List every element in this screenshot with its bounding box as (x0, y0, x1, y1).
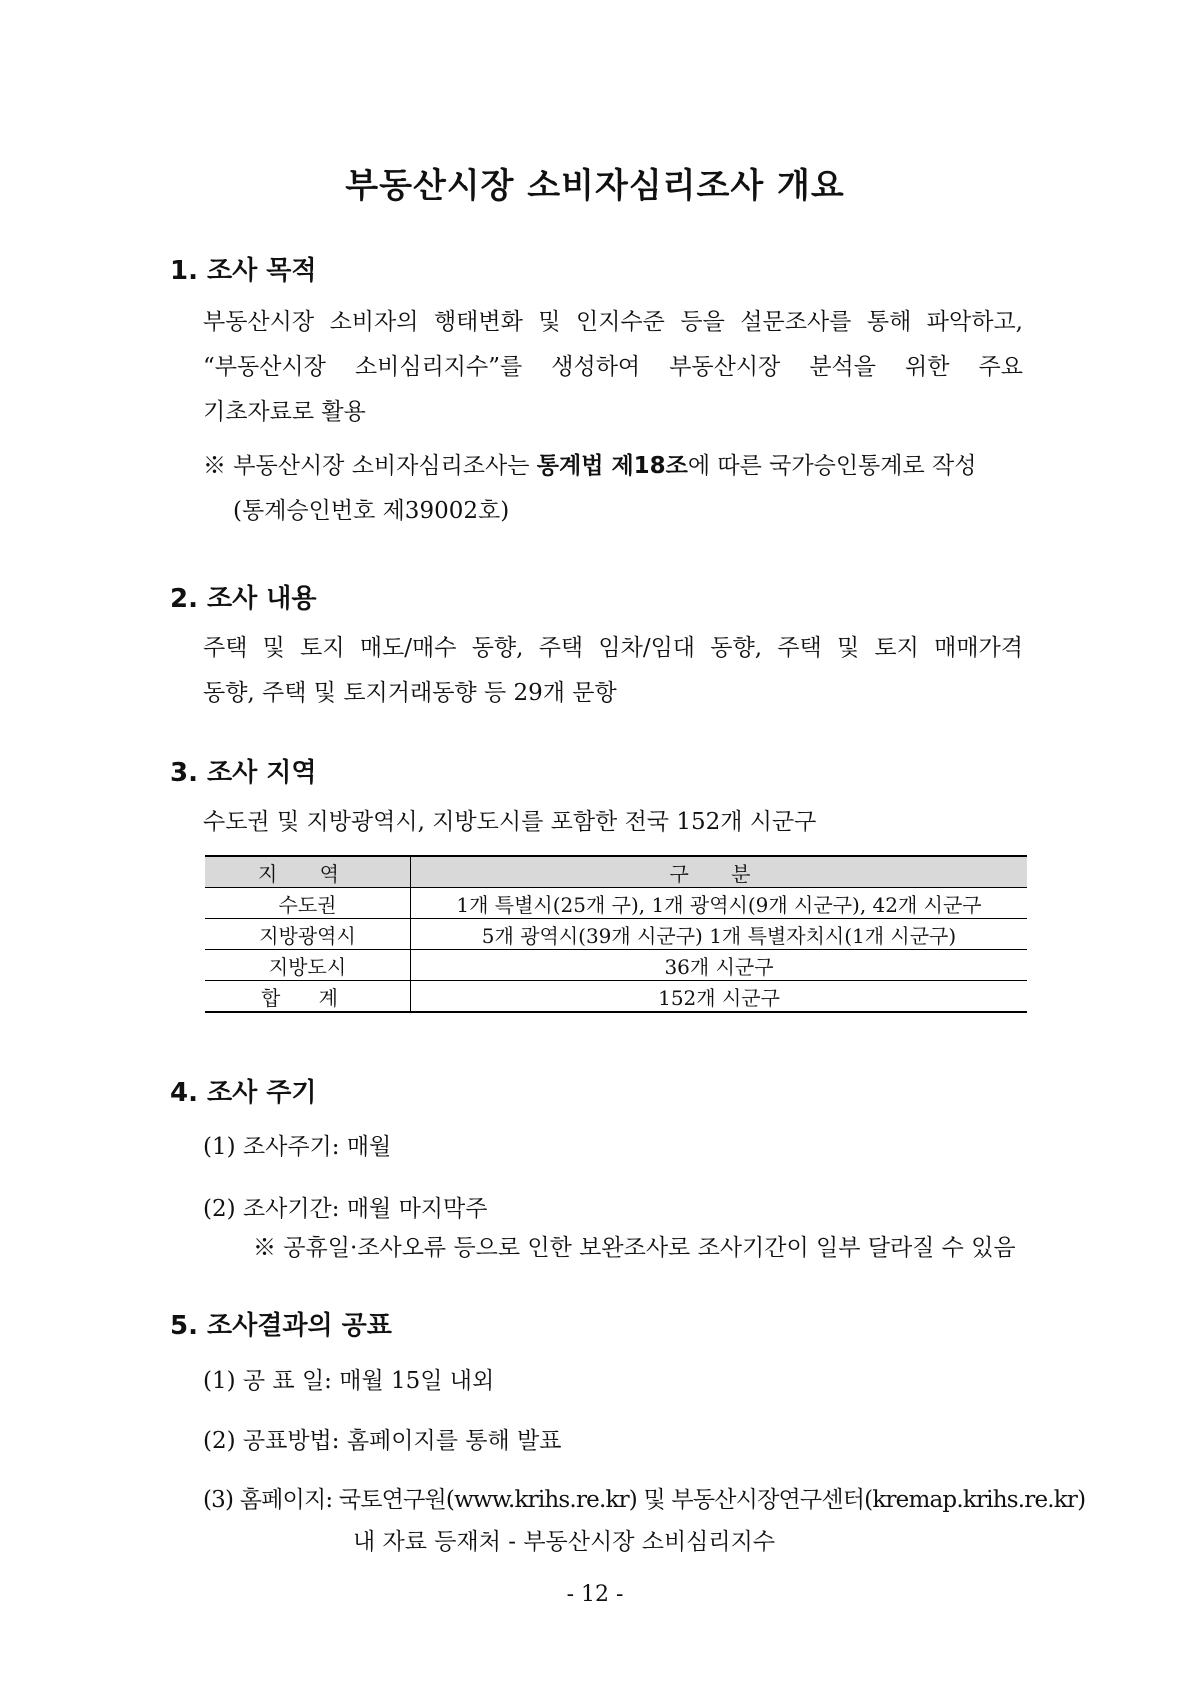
table-cell-category: 1개 특별시(25개 구), 1개 광역시(9개 시군구), 42개 시군구 (411, 888, 1028, 919)
section-4-item-1: (1) 조사주기: 매월 (203, 1134, 392, 1160)
section-1-note (203, 444, 976, 489)
section-2-line-1: 주택 및 토지 매도/매수 동향, 주택 임차/임대 동향, 주택 및 토지 매매가격 (203, 635, 1023, 661)
table-header-category: 구 분 (411, 856, 1028, 888)
section-5-item-3: (3) 홈페이지: 국토연구원(www.krihs.re.kr) 및 부동산시장연구센터(kremap.krihs.re.kr) (203, 1487, 1086, 1513)
section-3-line-1: 수도권 및 지방광역시, 지방도시를 포함한 전국 152개 시군구 (203, 809, 817, 835)
section-1-paragraph (203, 300, 1023, 435)
section-1-note-line-2: (통계승인번호 제39002호) (233, 498, 510, 524)
section-4-item-2: (2) 조사기간: 매월 마지막주 (203, 1196, 488, 1222)
section-1-line-1: 부동산시장 소비자의 행태변화 및 인지수준 등을 설문조사를 통해 파악하고, (203, 309, 1023, 335)
page-number: - 12 - (566, 1582, 624, 1607)
table-cell-region: 지방도시 (205, 950, 411, 981)
section-2-paragraph (203, 626, 1023, 716)
table-cell-region: 합 계 (205, 981, 411, 1013)
table-row (205, 950, 1027, 981)
table-header-row (205, 856, 1027, 888)
note-prefix: ※ 부동산시장 소비자심리조사는 (203, 453, 537, 479)
section-5-heading: 5. 조사결과의 공표 (170, 1311, 392, 1341)
section-1-heading: 1. 조사 목적 (170, 256, 317, 286)
table-cell-category: 36개 시군구 (411, 950, 1028, 981)
section-4-note: ※ 공휴일·조사오류 등으로 인한 보완조사로 조사기간이 일부 달라질 수 있음 (253, 1235, 1016, 1261)
table-header-region: 지 역 (205, 856, 411, 888)
section-1-line-2: “부동산시장 소비심리지수”를 생성하여 부동산시장 분석을 위한 주요 (203, 354, 1023, 380)
section-2-heading: 2. 조사 내용 (170, 584, 317, 614)
section-5-item-1: (1) 공 표 일: 매월 15일 내외 (203, 1368, 495, 1394)
table-cell-region: 수도권 (205, 888, 411, 919)
table-row-total (205, 981, 1027, 1013)
note-bold-law: 통계법 제18조 (536, 453, 688, 479)
table-cell-region: 지방광역시 (205, 919, 411, 950)
section-3-heading: 3. 조사 지역 (170, 758, 317, 788)
table-cell-category: 152개 시군구 (411, 981, 1028, 1013)
note-suffix: 에 따른 국가승인통계로 작성 (687, 453, 977, 479)
section-5-item-2: (2) 공표방법: 홈페이지를 통해 발표 (203, 1428, 562, 1454)
table-row (205, 888, 1027, 919)
table-row (205, 919, 1027, 950)
section-4-heading: 4. 조사 주기 (170, 1078, 317, 1108)
page-title: 부동산시장 소비자심리조사 개요 (345, 166, 845, 206)
region-table (205, 855, 1027, 1013)
section-2-line-2: 동향, 주택 및 토지거래동향 등 29개 문항 (203, 680, 617, 706)
section-3-paragraph (203, 800, 1023, 845)
section-1-line-3: 기초자료로 활용 (203, 399, 366, 425)
table-cell-category: 5개 광역시(39개 시군구) 1개 특별자치시(1개 시군구) (411, 919, 1028, 950)
section-5-item-3-continuation: 내 자료 등재처 - 부동산시장 소비심리지수 (353, 1529, 776, 1555)
